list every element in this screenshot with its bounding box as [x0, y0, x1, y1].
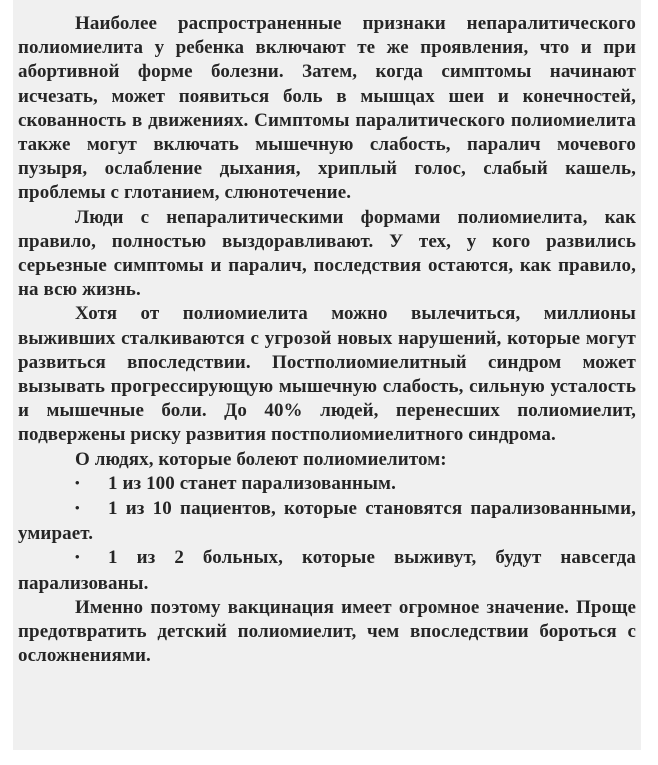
paragraph-conclusion: Именно поэтому вакцинация имеет огромное значение. Проще предотвратить детский полиомиелит, чем впоследствии бороться с осложнениями.	[18, 596, 636, 667]
document-page	[13, 0, 641, 750]
bullet-icon	[75, 546, 108, 571]
list-item-text: 1 из 10 пациентов, которые становятся парализованными, умирает.	[18, 498, 636, 545]
paragraph-list-intro: О людях, которые болеют полиомиелитом:	[75, 448, 447, 470]
list-item-text: 1 из 2 больных, которые выживут, будут навсегда парализованы.	[18, 547, 636, 594]
list-item-text: 1 из 100 станет парализованным.	[108, 472, 396, 494]
paragraph-recovery: Люди с непаралитическими формами полиомиелита, как правило, полностью выздоравливают. У тех, у кого развились серьезные симптомы и паралич, последствия остаются, как правило, на всю жизнь.	[18, 206, 636, 301]
bullet-icon	[75, 472, 108, 497]
bullet-icon	[75, 497, 108, 522]
paragraph-post-polio: Хотя от полиомиелита можно вылечиться, миллионы выживших сталкиваются с угрозой новых нарушений, которые могут развиться впоследствии. Постполиомиелитный синдром может вызывать прогрессирующую мышечную слабость, сильную усталость и мышечные боли. До 40% людей, перенесших полиомиелит, подвержены риску развития постполиомиелитного синдрома.	[18, 303, 636, 446]
paragraph-symptoms: Наиболее распространенные признаки непаралитического полиомиелита у ребенка включают те же проявления, что и при абортивной форме болезни. Затем, когда симптомы начинают исчезать, может появиться боль в мышцах шеи и конечностей, скованность в движениях. Симптомы паралитического полиомиелита также могут включать мышечную слабость, паралич мочевого пузыря, ослабление дыхания, хриплый голос, слабый кашель, проблемы с глотанием, слюнотечение.	[18, 13, 636, 204]
list-item	[18, 472, 636, 497]
list-item	[18, 546, 636, 595]
list-item	[18, 497, 636, 546]
statistics-list	[18, 472, 636, 596]
document-body	[18, 12, 636, 668]
